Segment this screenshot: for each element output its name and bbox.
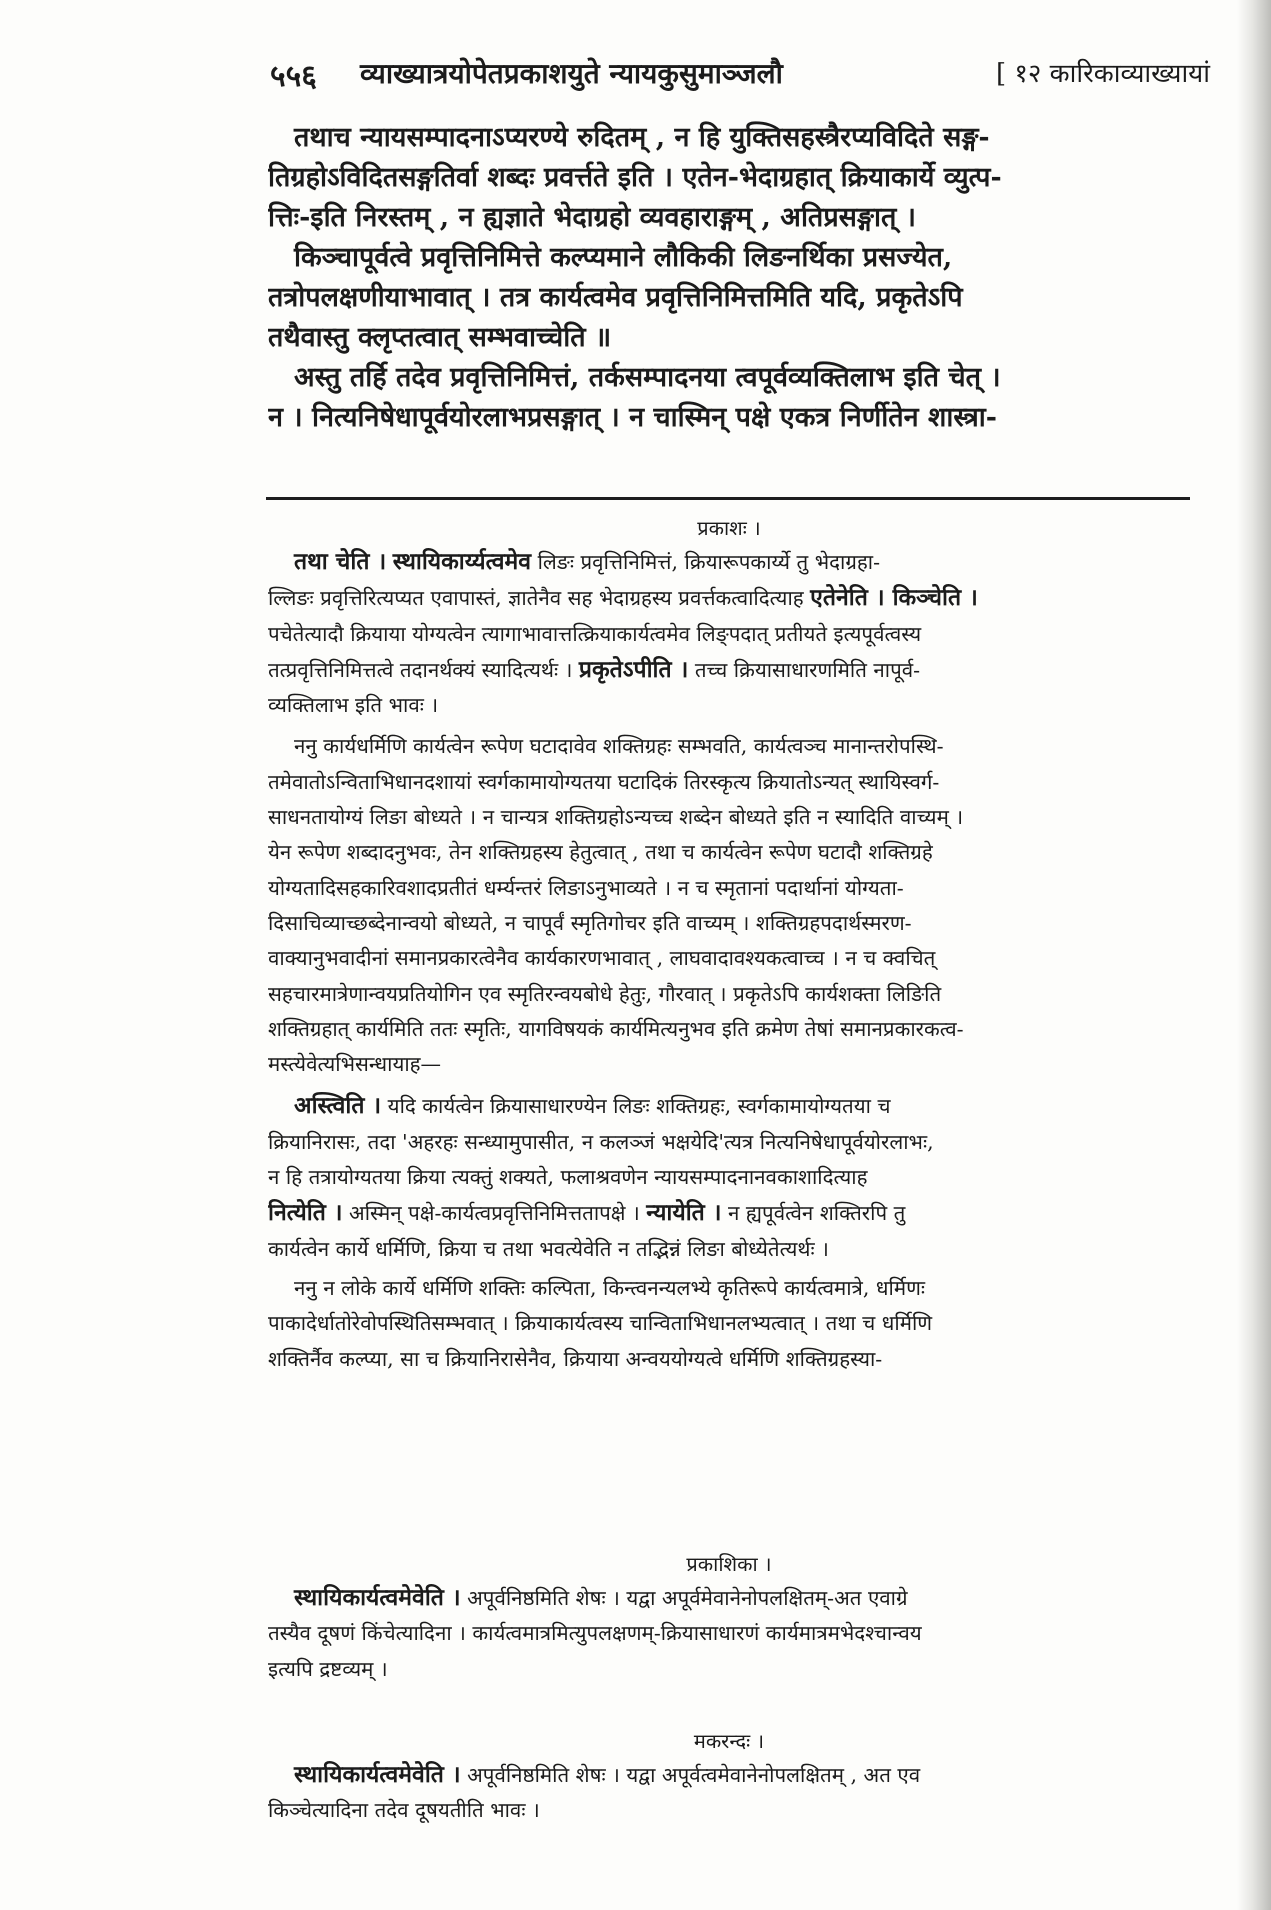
main-line: तिग्रहोऽविदितसङ्गतिर्वा शब्दः प्रवर्त्तते इति । एतेन-भेदाग्रहात् क्रियाकार्ये व्युत्प- <box>268 162 1002 193</box>
commentary-line: मस्त्येवेत्यभिसन्धायाह— <box>268 1052 442 1077</box>
commentary-line <box>268 1232 1190 1267</box>
commentary-line <box>268 1125 1190 1160</box>
main-line: तथैवास्तु क्लृप्तत्वात् सम्भवाच्चेति ॥ <box>268 322 612 353</box>
gloss: अपूर्वनिष्ठमिति शेषः । यद्वा अपूर्वमेवानेनोपलक्षितम्-अत एवाग्रे <box>460 1586 908 1610</box>
commentary-line <box>268 1160 1190 1195</box>
gloss: ल्लिङः प्रवृत्तिरित्यप्यत एवापास्तं, ज्ञातेनैव सह भेदाग्रहस्य प्रवर्त्तकत्वादित्याह <box>268 586 811 611</box>
prakasha-commentary <box>268 512 1190 1377</box>
commentary-line: पाकादेर्धातोरेवोपस्थितिसम्भवात् । क्रियाकार्यत्वस्य चान्विताभिधानलभ्यत्वात् । तथा च धर्मिणि <box>268 1311 933 1336</box>
gloss: इत्यपि द्रष्टव्यम् । <box>268 1656 388 1681</box>
commentary-line: दिसाचिव्याच्छब्देनान्वयो बोध्यते, न चापूर्वं स्मृतिगोचर इति वाच्यम् । शक्तिग्रहपदार्थस्मरण- <box>268 910 912 935</box>
commentary-line <box>268 617 1190 652</box>
commentary-line: शक्तिग्रहात् कार्यमिति ततः स्मृतिः, यागविषयकं कार्यमित्यनुभव इति क्रमेण तेषां समानप्रकारकत्व- <box>268 1016 964 1041</box>
commentary-line <box>268 1088 1190 1124</box>
prakashika-commentary <box>268 1548 1190 1687</box>
page-edge-shadow <box>1237 0 1271 1910</box>
lemma: स्थायिकार्यत्वमेवेति । <box>294 1584 461 1611</box>
commentary-line <box>268 1616 1190 1651</box>
gloss: अस्मिन् पक्षे-कार्यत्वप्रवृत्तिनिमित्ततापक्षे । <box>342 1201 647 1226</box>
gloss: किञ्चेत्यादिना तदेव दूषयतीति भावः । <box>268 1798 540 1823</box>
lemma: एतेनेति । किञ्चेति । <box>810 584 978 612</box>
gloss: न हि तत्रायोग्यतया क्रिया त्यक्तुं शक्यते, फलाश्रवणेन न्यायसम्पादनानवकाशादित्याह <box>268 1165 868 1190</box>
lemma: स्थायिकार्यत्वमेवेति । <box>294 1761 461 1788</box>
gloss: क्रियानिरासः, तदा 'अहरहः सन्ध्यामुपासीत, न कलञ्जं भक्षयेदि'त्यत्र नित्यनिषेधापूर्वयोरलाभः, <box>268 1129 934 1154</box>
makaranda-commentary <box>268 1725 1190 1829</box>
commentary-line <box>268 580 1190 616</box>
commentary-line: येन रूपेण शब्दादनुभवः, तेन शक्तिग्रहस्य हेतुत्वात् , तथा च कार्यत्वेन रूपेण घटादौ शक्तिग्रहे <box>268 840 933 865</box>
commentary-line: साधनतायोग्यं लिङा बोध्यते । न चान्यत्र शक्तिग्रहोऽन्यच्च शब्देन बोध्यते इति न स्यादिति वाच्यम् । <box>268 805 964 830</box>
main-line: त्तिः-इति निरस्तम् , न ह्यज्ञाते भेदाग्रहो व्यवहाराङ्गम् , अतिप्रसङ्गात् । <box>268 202 917 233</box>
lemma: तथा चेति । <box>294 548 387 575</box>
gloss: तत्प्रवृत्तिनिमित्तत्वे तदानर्थक्यं स्यादित्यर्थः । <box>268 657 579 682</box>
section-divider <box>266 497 1190 500</box>
commentary-line <box>268 1580 1190 1616</box>
lemma: अस्त्विति । <box>294 1092 382 1120</box>
commentary-line: तमेवातोऽन्विताभिधानदशायां स्वर्गकामायोग्यतया घटादिकं तिरस्कृत्य क्रियातोऽन्यत् स्थायिस्वर्ग- <box>268 769 940 794</box>
commentary-line <box>268 544 1190 580</box>
page-number: ५५६ <box>270 59 317 94</box>
gloss: लिङः प्रवृत्तिनिमित्तं, क्रियारूपकार्य्ये तु भेदाग्रहा- <box>531 550 881 574</box>
commentary-line: सहचारमात्रेणान्वयप्रतियोगिन एव स्मृतिरन्वयबोधे हेतुः, गौरवात् । प्रकृतेऽपि कार्यशक्ता लिङिति <box>268 981 942 1006</box>
commentary-line: शक्तिर्नैव कल्प्या, सा च क्रियानिरासेनैव, क्रियाया अन्वययोग्यत्वे धर्मिणि शक्तिग्रहस्या- <box>268 1346 883 1371</box>
lemma: न्यायेति । <box>646 1199 722 1227</box>
gloss: व्यक्तिलाभ इति भावः । <box>268 693 439 718</box>
section-label: [ १२ कारिकाव्याख्यायां <box>995 59 1210 89</box>
gloss: तस्यैव दूषणं किंचेत्यादिना । कार्यत्वमात्रमित्युपलक्षणम्-क्रियासाधारणं कार्यमात्रमभेदश्चान्वय <box>268 1621 922 1646</box>
main-line: अस्तु तर्हि तदेव प्रवृत्तिनिमित्तं, तर्कसम्पादनया त्वपूर्वव्यक्तिलाभ इति चेत् । <box>294 362 1001 393</box>
gloss: कार्यत्वेन कार्ये धर्मिणि, क्रिया च तथा भवत्येवेति न तद्भिन्नं लिङा बोध्येतेत्यर्थः । <box>268 1236 829 1261</box>
commentary-line <box>268 1793 1190 1828</box>
gloss: पचेतेत्यादौ क्रियाया योग्यत्वेन त्यागाभावात्तत्क्रियाकार्यत्वमेव लिङ्पदात् प्रतीयते इत्यपूर्वत्वस्य <box>268 621 922 646</box>
commentary-line <box>268 1195 1190 1231</box>
main-line: किञ्चापूर्वत्वे प्रवृत्तिनिमित्ते कल्प्यमाने लौकिकी लिङनर्थिका प्रसज्येत, <box>294 242 953 273</box>
gloss: अपूर्वनिष्ठमिति शेषः । यद्वा अपूर्वत्वमेवानेनोपलक्षितम् , अत एव <box>460 1763 921 1787</box>
main-line: न । नित्यनिषेधापूर्वयोरलाभप्रसङ्गात् । न चास्मिन् पक्षे एकत्र निर्णीतेन शास्त्रा- <box>268 402 997 433</box>
lemma: नित्येति । <box>268 1199 343 1227</box>
lemma: स्थायिकार्य्यत्वमेव <box>392 548 532 575</box>
commentary-line <box>268 1652 1190 1687</box>
gloss: तच्च क्रियासाधारणमिति नापूर्व- <box>688 657 921 682</box>
lemma: प्रकृतेऽपीति । <box>578 655 689 683</box>
running-header <box>270 54 1210 102</box>
commentary-line: योग्यतादिसहकारिवशादप्रतीतं धर्म्यन्तरं लिङाऽनुभाव्यते । न च स्मृतानां पदार्थानां योग्यता- <box>268 875 904 900</box>
commentary-heading: प्रकाशः । <box>697 516 761 540</box>
gloss: न ह्यपूर्वत्वेन शक्तिरपि तु <box>721 1201 906 1226</box>
book-title: व्याख्यात्रयोपेतप्रकाशयुते न्यायकुसुमाञ्जलौ <box>360 57 783 90</box>
main-text <box>268 118 1190 438</box>
commentary-heading: प्रकाशिका । <box>686 1552 772 1576</box>
commentary-line: ननु कार्यधर्मिणि कार्यत्वेन रूपेण घटादावेव शक्तिग्रहः सम्भवति, कार्यत्वञ्च मानान्तरोपस्थि- <box>294 734 944 759</box>
commentary-line <box>268 688 1190 723</box>
main-line: तथाच न्यायसम्पादनाऽप्यरण्ये रुदितम् , न हि युक्तिसहस्त्रैरप्यविदिते सङ्ग- <box>294 122 990 153</box>
main-line: तत्रोपलक्षणीयाभावात् । तत्र कार्यत्वमेव प्रवृत्तिनिमित्तमिति यदि, प्रकृतेऽपि <box>268 282 963 313</box>
commentary-heading: मकरन्दः । <box>693 1729 765 1753</box>
gloss: यदि कार्यत्वेन क्रियासाधारण्येन लिङः शक्तिग्रहः, स्वर्गकामायोग्यतया च <box>381 1094 891 1119</box>
commentary-line: वाक्यानुभवादीनां समानप्रकारत्वेनैव कार्यकारणभावात् , लाघवादावश्यकत्वाच्च । न च क्वचित् <box>268 946 936 971</box>
commentary-line <box>268 652 1190 688</box>
commentary-line: ननु न लोके कार्ये धर्मिणि शक्तिः कल्पिता, किन्त्वनन्यलभ्ये कृतिरूपे कार्यत्वमात्रे, धर्मिणः <box>294 1275 926 1300</box>
commentary-line <box>268 1757 1190 1793</box>
